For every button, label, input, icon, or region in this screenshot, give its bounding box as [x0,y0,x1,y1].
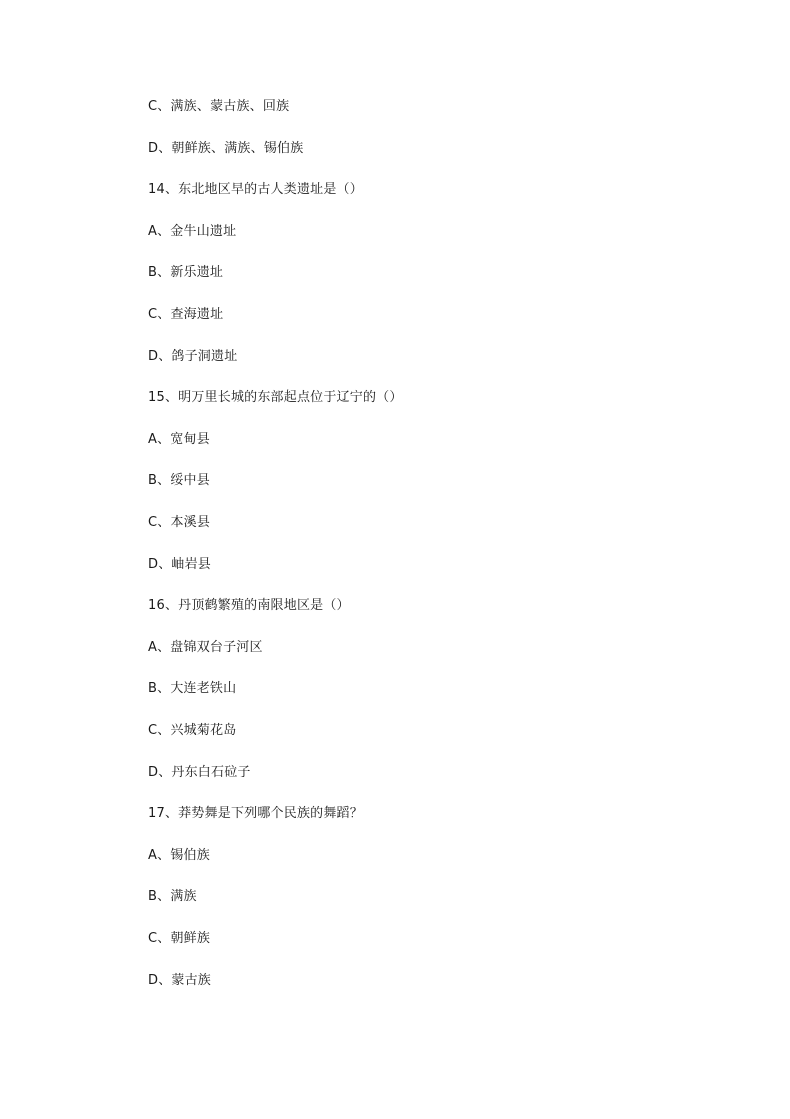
q17-option-b: B、满族 [148,889,197,904]
q16-option-c: C、兴城菊花岛 [148,723,237,738]
q15-option-d: D、岫岩县 [148,557,212,572]
q15-option-b: B、绥中县 [148,473,210,488]
q14-option-d: D、鸽子洞遗址 [148,349,238,364]
q13-option-c: C、满族、蒙古族、回族 [148,99,290,114]
q16-option-b: B、大连老铁山 [148,681,237,696]
q13-option-d: D、朝鲜族、满族、锡伯族 [148,141,304,156]
q15-option-c: C、本溪县 [148,515,211,530]
q16-option-a: A、盘锦双台子河区 [148,640,263,655]
q14-question: 14、东北地区早的古人类遗址是（） [148,182,363,197]
q17-question: 17、莽势舞是下列哪个民族的舞蹈？ [148,806,363,821]
q15-question: 15、明万里长城的东部起点位于辽宁的（） [148,390,403,405]
q15-option-a: A、宽甸县 [148,432,210,447]
q16-question: 16、丹顶鹤繁殖的南限地区是（） [148,598,350,613]
q16-option-d: D、丹东白石砬子 [148,765,251,780]
q17-option-d: D、蒙古族 [148,973,212,988]
q14-option-b: B、新乐遗址 [148,265,224,280]
q17-option-a: A、锡伯族 [148,848,210,863]
q17-option-c: C、朝鲜族 [148,931,211,946]
q14-option-c: C、查海遗址 [148,307,224,322]
q14-option-a: A、金牛山遗址 [148,224,237,239]
